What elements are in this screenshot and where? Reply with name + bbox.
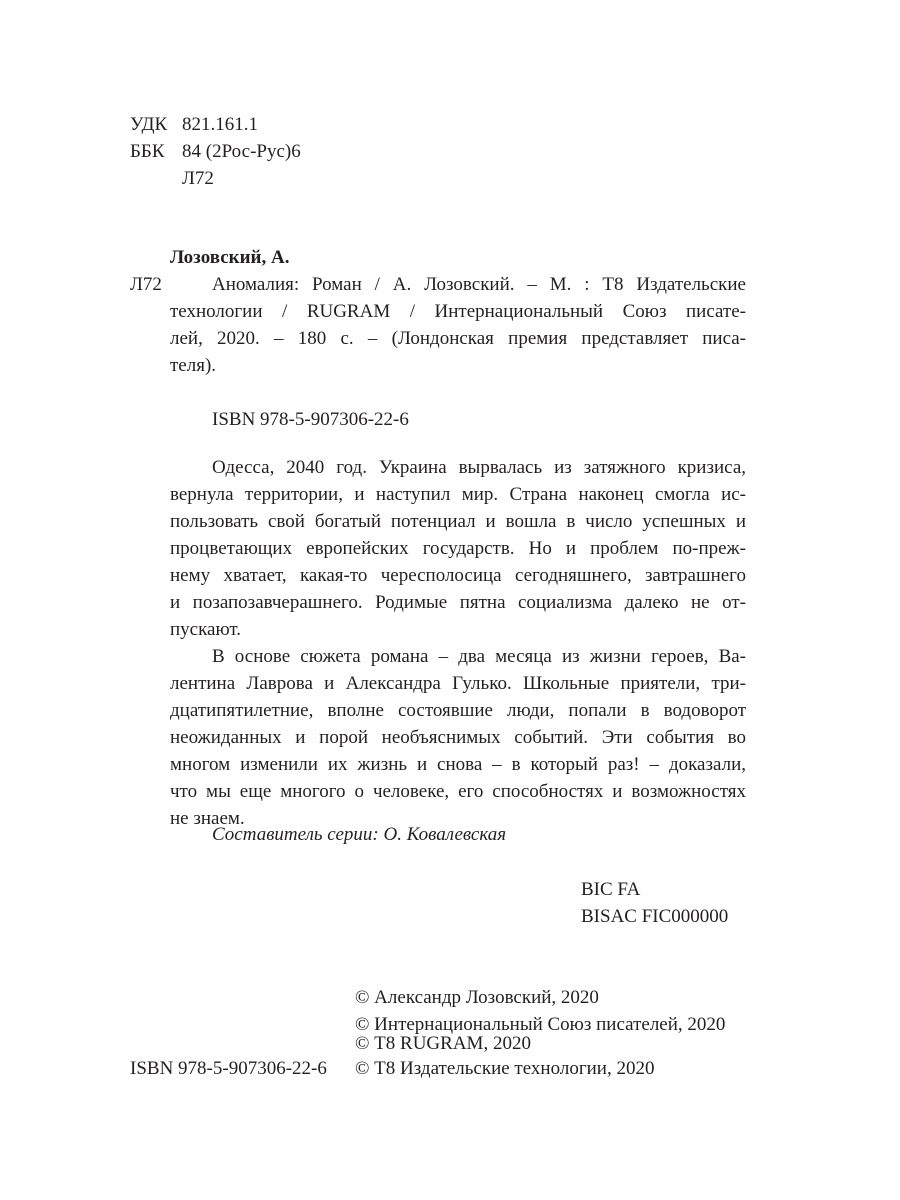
author-heading: Лозовский, А. — [170, 247, 290, 268]
annotation-line: не знаем. — [170, 808, 245, 829]
bic-code: BIC FA — [581, 879, 641, 900]
udk-value: 821.161.1 — [182, 114, 258, 135]
annotation-line: неожиданных и порой необъяснимых событий. Эти события во — [170, 727, 746, 748]
annotation-line: что мы еще многого о человеке, его способностях и возможностях — [170, 781, 746, 802]
annotation-line: Одесса, 2040 год. Украина вырвалась из затяжного кризиса, — [212, 457, 746, 478]
annotation-line: вернула территории, и наступил мир. Страна наконец смогла ис- — [170, 484, 746, 505]
copyright-line: © Интернациональный Союз писателей, 2020 — [355, 1014, 726, 1035]
annotation-line: пользовать свой богатый потенциал и вошла в число успешных и — [170, 511, 746, 532]
footer-isbn: ISBN 978-5-907306-22-6 — [130, 1058, 327, 1079]
bbk-label: ББК — [130, 141, 165, 162]
bisac-code: BISAC FIC000000 — [581, 906, 729, 927]
annotation-line: пускают. — [170, 619, 242, 640]
annotation-line: лентина Лаврова и Александра Гулько. Школьные приятели, три- — [170, 673, 746, 694]
series-editor: Составитель серии: О. Ковалевская — [212, 824, 507, 845]
copyright-line: © Т8 RUGRAM, 2020 — [355, 1033, 531, 1054]
copyright-line: © Александр Лозовский, 2020 — [355, 987, 599, 1008]
annotation-line: нему хватает, какая-то чересполосица сегодняшнего, завтрашнего — [170, 565, 746, 586]
description-line: технологии / RUGRAM / Интернациональный Союз писате- — [170, 301, 746, 322]
annotation-line: многом изменили их жизнь и снова – в который раз! – доказали, — [170, 754, 746, 775]
annotation-line: и позапозавчерашнего. Родимые пятна социализма далеко не от- — [170, 592, 746, 613]
description-line: теля). — [170, 355, 217, 376]
copyright-line: © Т8 Издательские технологии, 2020 — [355, 1058, 655, 1079]
bbk-value: 84 (2Рос-Рус)6 — [182, 141, 301, 162]
card-author-mark: Л72 — [130, 274, 162, 295]
udk-label: УДК — [130, 114, 168, 135]
annotation-line: процветающих европейских государств. Но и проблем по-преж- — [170, 538, 746, 559]
author-mark: Л72 — [182, 168, 214, 189]
annotation-line: В основе сюжета романа – два месяца из жизни героев, Ва- — [212, 646, 746, 667]
description-line: Аномалия: Роман / А. Лозовский. – М. : Т8 Издательские — [212, 274, 746, 295]
description-line: лей, 2020. – 180 с. – (Лондонская премия представляет писа- — [170, 328, 746, 349]
card-isbn: ISBN 978-5-907306-22-6 — [212, 409, 409, 430]
annotation-line: дцатипятилетние, вполне состоявшие люди, попали в водоворот — [170, 700, 746, 721]
